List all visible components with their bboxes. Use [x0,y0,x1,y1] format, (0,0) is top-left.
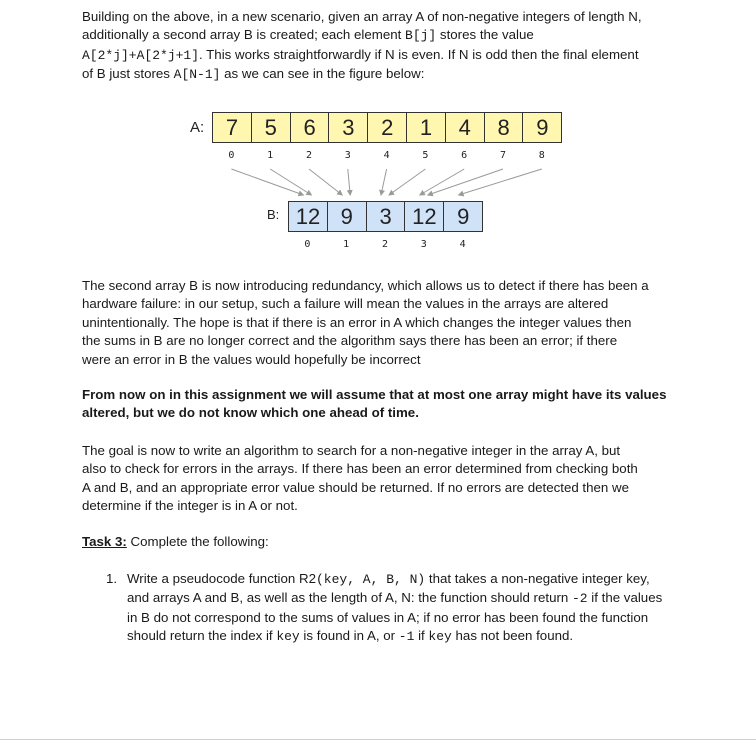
sum-arrow [459,169,542,195]
array-b-cell: 3 [366,201,406,232]
intro-line-1: Building on the above, in a new scenario, given an array A of non-negative integers of length N, [82,9,642,24]
sum-arrow [270,169,311,195]
array-b-index: 3 [420,239,427,250]
goal-line: The goal is now to write an algorithm to search for a non-negative integer in the array A, but [82,443,621,458]
array-a-index: 2 [305,150,313,161]
task-rest: Complete the following: [126,534,269,549]
minus-two-code: -2 [571,591,588,607]
array-a-index: 5 [422,150,429,161]
task-item-body [127,570,697,647]
task-line-4: should return the index if key is found in A, or -1 if key has not been found. [127,628,574,645]
array-a-index: 3 [344,150,351,161]
array-a-index: 6 [461,150,468,161]
array-a-index: 8 [538,150,545,161]
array-a-cell: 3 [328,112,368,143]
array-a-cell: 5 [251,112,291,143]
key-code: key [276,629,300,645]
minus-one-code: -1 [398,629,415,645]
last-element-code: A[N-1] [173,67,221,83]
sum-arrow [231,169,303,195]
array-a-index: 1 [267,150,274,161]
array-a-label: A: [190,119,205,136]
goal-line: A and B, and an appropriate error value should be returned. If no errors are detected then we [82,479,629,495]
task-line-3: in B do not correspond to the sums of values in A; if no error has been found the function [127,609,649,625]
task-line-1: Write a pseudocode function R2(key, A, B, N) that takes a non-negative integer key, [127,571,650,587]
redundancy-line: were an error in B the values would hopefully be incorrect [82,351,421,367]
redundancy-line: unintentionally. The hope is that if there is an error in A which changes the integer values then [82,314,632,330]
array-b-index: 2 [381,239,389,250]
assumption-line: From now on in this assignment we will assume that at most one array might have its values [82,387,667,402]
redundancy-line: the sums in B are no longer correct and the algorithm says there has been an error; if there [82,333,618,349]
intro-line-4: of B just stores A[N-1] as we can see in the figure below: [82,66,425,83]
array-a-cell: 4 [445,112,485,143]
array-a-cell: 8 [484,112,524,143]
array-a-cell: 6 [290,112,330,143]
sum-arrow [420,169,464,195]
array-b-index: 0 [304,239,311,250]
task-label: Task 3: [82,534,127,549]
array-b-cell: 9 [327,201,367,232]
assumption-paragraph [82,386,682,423]
key-code: key [428,629,452,645]
sum-code: A[2*j]+A[2*j+1] [82,47,200,63]
signature-code: (key, A, B, N) [315,572,426,587]
sum-arrow [381,169,387,195]
goal-paragraph [82,442,682,516]
array-a-index: 4 [383,150,390,161]
redundancy-paragraph [82,277,682,369]
array-b-index: 4 [459,239,466,250]
array-a-cell: 1 [406,112,446,143]
sum-arrow [428,169,503,195]
redundancy-line: The second array B is now introducing redundancy, which allows us to detect if there has been a [82,278,649,293]
array-b-label: B: [267,207,280,222]
b-j-code: B[j] [405,28,437,44]
array-a-cell: 7 [212,112,252,143]
task-item-number: 1. [106,571,118,586]
array-a-cell: 9 [522,112,562,143]
goal-line: also to check for errors in the arrays. If there has been an error determined from checking both [82,461,638,477]
assumption-line: altered, but we do not know which one ahead of time. [82,405,419,421]
array-a-index: 0 [228,150,235,161]
intro-line-2: additionally a second array B is created; each element B[j] stores the value [82,27,534,44]
intro-paragraph [82,8,682,85]
array-a-index: 7 [499,150,507,161]
array-b-cell: 12 [288,201,328,232]
array-a-cell: 2 [367,112,407,143]
task-heading [82,533,682,551]
array-b-cell: 12 [404,201,444,232]
sum-arrow [348,169,350,195]
sum-arrow [309,169,342,195]
page-divider [0,739,756,740]
array-b-index: 1 [343,239,350,250]
goal-line: determine if the integer is in A or not. [82,498,298,514]
intro-line-3: A[2*j]+A[2*j+1]. This works straightforwardly if N is even. If N is odd then the final element [82,46,639,63]
task-line-2: and arrays A and B, as well as the length of A, N: the function should return -2 if the values [127,590,663,607]
redundancy-line: hardware failure: in our setup, such a failure will mean the values in the arrays are altered [82,296,609,312]
array-b-cell: 9 [443,201,483,232]
sum-arrow [389,169,425,195]
